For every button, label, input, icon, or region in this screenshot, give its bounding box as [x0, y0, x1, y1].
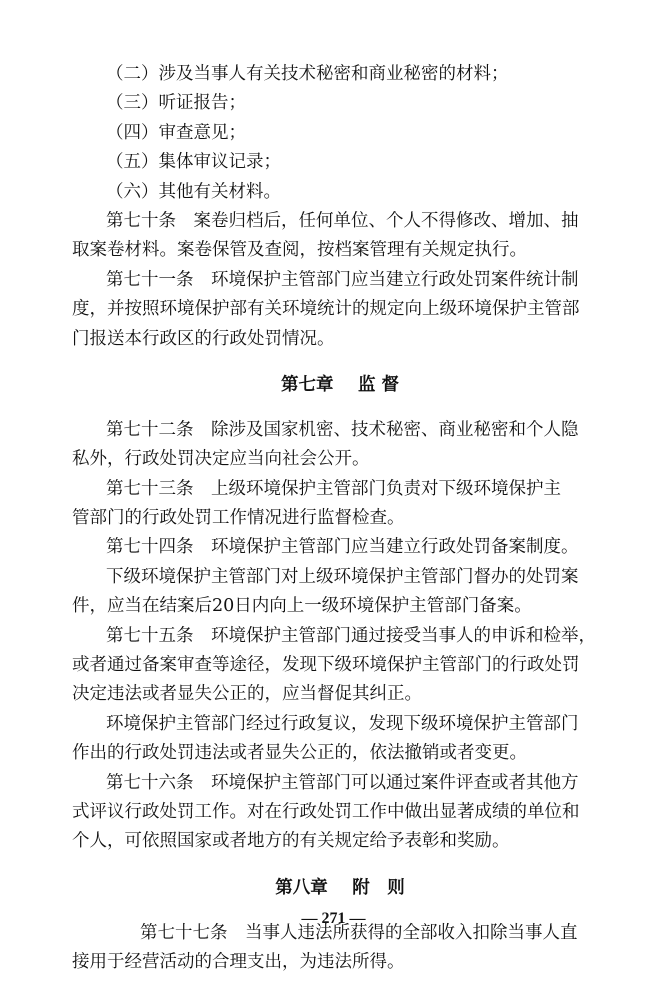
article-70-line-2: 取案卷材料。案卷保管及查阅，按档案管理有关规定执行。 — [72, 240, 527, 261]
page-body — [72, 60, 608, 978]
article-76-line-2: 式评议行政处罚工作。对在行政处罚工作中做出显著成绩的单位和 — [72, 801, 580, 822]
article-75-line-1: 第七十五条 环境保护主管部门通过接受当事人的申诉和检举， — [106, 625, 596, 646]
article-76-line-1: 第七十六条 环境保护主管部门可以通过案件评查或者其他方 — [106, 772, 579, 793]
article-71-line-3: 门报送本行政区的行政处罚情况。 — [72, 328, 335, 349]
article-75-line-2: 或者通过备案审查等途径，发现下级环境保护主管部门的行政处罚 — [72, 655, 580, 676]
article-75-line-4: 环境保护主管部门经过行政复议，发现下级环境保护主管部门 — [106, 713, 579, 734]
list-item: （四）审查意见； — [106, 122, 246, 143]
article-77-line-1: 第七十七条 当事人违法所获得的全部收入扣除当事人直 — [140, 922, 578, 943]
list-item: （三）听证报告； — [106, 93, 246, 114]
chapter-7-heading — [72, 354, 608, 416]
article-72-line-2: 私外，行政处罚决定应当向社会公开。 — [72, 449, 370, 470]
chapter-8-title: 附 则 — [352, 877, 405, 898]
chapter-8-number: 第八章 — [275, 877, 328, 898]
article-75-line-3: 决定违法或者显失公正的，应当督促其纠正。 — [72, 684, 422, 705]
article-70-line-1: 第七十条 案卷归档后，任何单位、个人不得修改、增加、抽 — [106, 210, 579, 231]
list-item: （二）涉及当事人有关技术秘密和商业秘密的材料； — [106, 64, 509, 84]
article-74-line-1: 第七十四条 环境保护主管部门应当建立行政处罚备案制度。 — [106, 537, 579, 558]
article-77-line-2: 接用于经营活动的合理支出，为违法所得。 — [72, 952, 405, 973]
page-number: — 271 — — [301, 910, 366, 927]
article-71-line-1: 第七十一条 环境保护主管部门应当建立行政处罚案件统计制 — [106, 269, 579, 290]
chapter-7-number: 第七章 — [280, 374, 334, 395]
article-73-line-2: 管部门的行政处罚工作情况进行监督检查。 — [72, 508, 405, 529]
article-74-line-2: 下级环境保护主管部门对上级环境保护主管部门督办的处罚案 — [106, 566, 579, 587]
chapter-7-title: 监 督 — [357, 374, 400, 395]
article-74-line-3: 件，应当在结案后20日内向上一级环境保护主管部门备案。 — [72, 596, 532, 617]
list-item: （五）集体审议记录； — [106, 152, 281, 173]
article-76-line-3: 个人，可依照国家或者地方的有关规定给予表彰和奖励。 — [72, 831, 510, 852]
list-item: （六）其他有关材料。 — [106, 181, 281, 202]
article-73-line-1: 第七十三条 上级环境保护主管部门负责对下级环境保护主 — [106, 478, 561, 499]
article-75-line-5: 作出的行政处罚违法或者显失公正的，依法撤销或者变更。 — [72, 743, 527, 764]
article-72-line-1: 第七十二条 除涉及国家机密、技术秘密、商业秘密和个人隐 — [106, 419, 579, 440]
article-71-line-2: 度，并按照环境保护部有关环境统计的规定向上级环境保护主管部 — [72, 299, 580, 320]
